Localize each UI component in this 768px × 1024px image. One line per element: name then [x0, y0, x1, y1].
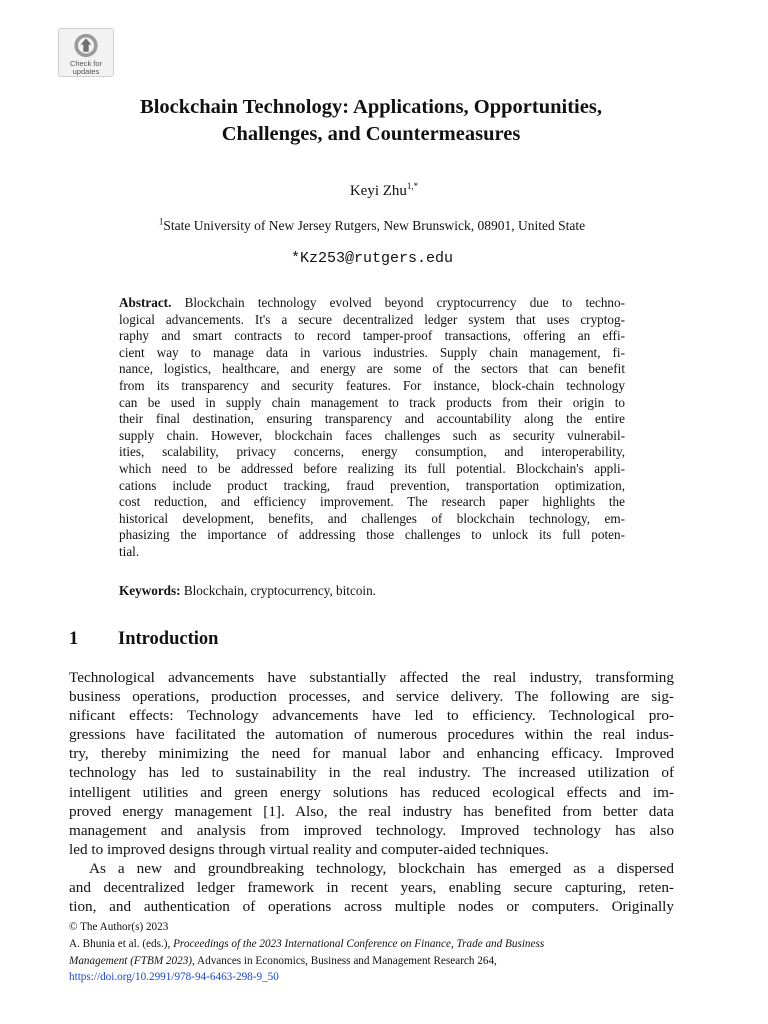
body-line: nificant effects: Technology advancements have led to efficiency. Technological pro-	[69, 707, 674, 725]
author-marks: 1,*	[406, 181, 419, 191]
body-line: As a new and groundbreaking technology, blockchain has emerged as a dispersed	[89, 859, 674, 877]
abstract-line: which need to be addressed before realizing its full potential. Blockchain's appli-	[119, 460, 625, 476]
body-line: Technological advancements have substantially affected the real industry, transforming	[69, 669, 674, 686]
footer	[69, 919, 689, 986]
keywords-text: Blockchain, cryptocurrency, bitcoin.	[180, 583, 376, 598]
abstract-line: their final destination, ensuring transparency and accountability along the entire	[119, 411, 625, 427]
abstract-line: cost reduction, and efficiency improvement. The research paper highlights the	[119, 494, 625, 510]
body-line: management and analysis from improved technology. Improved technology has also	[69, 821, 674, 839]
check-for-updates-badge[interactable]	[58, 28, 114, 77]
badge-label: Check for updates	[69, 59, 103, 76]
affiliation-mark: 1	[158, 216, 164, 227]
abstract-line: tial.	[119, 543, 140, 559]
body-line: intelligent utilities and green energy solutions has reduced ecological effects and im-	[69, 783, 674, 801]
author-name: Keyi Zhu	[349, 183, 407, 199]
body-line: technology has led to sustainability in the real industry. The increased utilization of	[69, 764, 674, 782]
author	[0, 182, 768, 200]
abstract-line: phasizing the importance of addressing those challenges to unlock its full poten-	[119, 527, 625, 543]
body-line: proved energy management [1]. Also, the real industry has benefited from better data	[69, 802, 674, 820]
citation-line-1: A. Bhunia et al. (eds.), Proceedings of the 2023 International Conference on Finance, Trade and Business	[69, 937, 545, 950]
title-line-2: Challenges, and Countermeasures	[221, 123, 521, 145]
abstract-line: ities, scalability, privacy concerns, energy consumption, and interoperability,	[119, 444, 625, 460]
body-line: led to improved designs through virtual reality and computer-aided techniques.	[69, 840, 549, 858]
abstract-line: nance, logistics, healthcare, and energy are some of the sectors that can benefit	[119, 361, 625, 377]
paper-title	[60, 94, 682, 148]
body-line: try, thereby minimizing the need for manual labor and enhancing efficacy. Improved	[69, 745, 674, 763]
abstract-line: supply chain. However, blockchain faces challenges such as security vulnerabil-	[119, 427, 625, 443]
abstract-line: cient way to manage data in various industries. Supply chain management, fi-	[119, 344, 625, 360]
body-line: business operations, production processes, and service delivery. The following are sig-	[69, 688, 674, 706]
keywords	[119, 583, 625, 600]
abstract-line: can be used in supply chain management to track products from their origin to	[119, 394, 625, 410]
abstract-line: raphy and smart contracts to record tamper-proof transactions, offering an effi-	[119, 328, 625, 344]
doi-link[interactable]: https://doi.org/10.2991/978-94-6463-298-9_50	[69, 971, 279, 984]
body-text	[69, 668, 674, 916]
abstract-line: from its transparency and security features. For instance, block-chain technology	[119, 377, 625, 393]
section-heading	[69, 628, 218, 650]
abstract	[119, 295, 625, 561]
check-for-updates-icon	[71, 33, 101, 58]
author-email[interactable]: *Kz253@rutgers.edu	[290, 250, 454, 267]
affiliation	[0, 217, 744, 235]
affiliation-text: State University of New Jersey Rutgers, New Brunswick, 08901, United State	[163, 218, 586, 233]
body-line: gressions have facilitated the automation of numerous procedures within the real indus-	[69, 726, 674, 744]
body-line: and decentralized ledger framework in recent years, enabling secure capturing, reten-	[69, 879, 674, 897]
section-number: 1	[69, 629, 79, 649]
abstract-line: logical advancements. It's a secure decentralized ledger system that uses cryptog-	[119, 311, 625, 327]
body-line: tion, and authentication of operations across multiple nodes or computers. Originally	[69, 898, 674, 916]
proceedings-title: Proceedings of the 2023 International Conference on Finance, Trade and Business	[173, 937, 545, 950]
keywords-label: Keywords:	[119, 583, 181, 598]
abstract-line: cations include product tracking, fraud prevention, transportation optimization,	[119, 477, 625, 493]
copyright: © The Author(s) 2023	[69, 921, 169, 933]
title-line-1: Blockchain Technology: Applications, Opportunities,	[140, 96, 602, 118]
section-title: Introduction	[118, 629, 219, 649]
abstract-line: Abstract. Blockchain technology evolved beyond cryptocurrency due to techno-	[119, 295, 625, 310]
proceedings-title-cont: Management (FTBM 2023)	[69, 954, 193, 967]
abstract-line: historical development, benefits, and challenges of blockchain technology, em-	[119, 510, 625, 526]
abstract-label: Abstract.	[119, 295, 172, 310]
citation-line-2: Management (FTBM 2023), Advances in Economics, Business and Management Research 264,	[69, 954, 497, 967]
